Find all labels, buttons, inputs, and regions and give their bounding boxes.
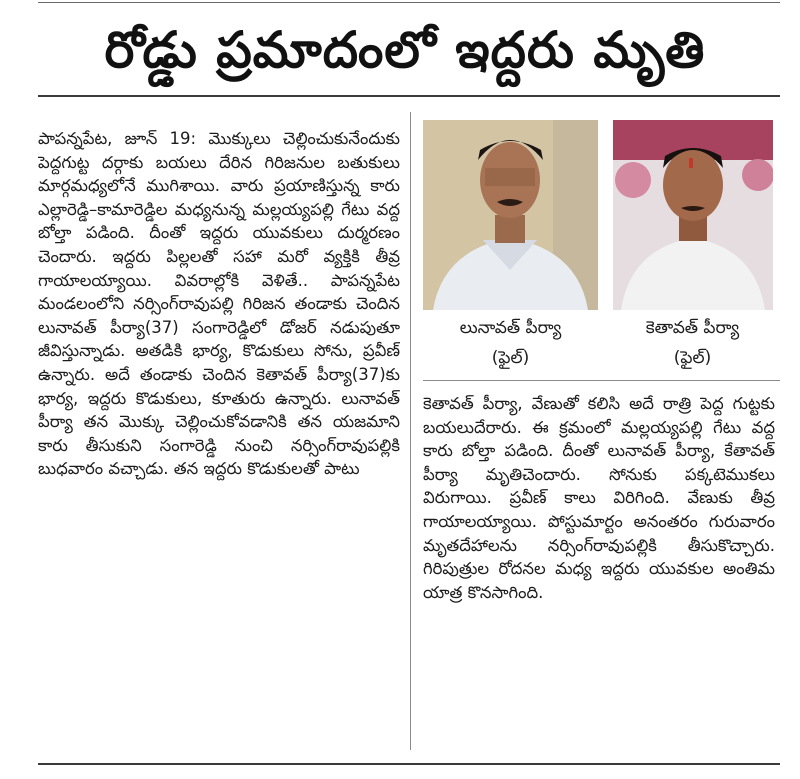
caption-divider	[423, 380, 780, 381]
photo-caption-2	[610, 313, 775, 373]
article-text-2: కెతావత్ పీర్యా, వేణుతో కలిసి అదే రాత్రి పెద్ద గుట్టకు బయలుదేరారు. ఈ క్రమంలో మల్లయ్యపల్లి గేటు వద్ద కారు బోల్తా పడింది. దీంతో లునావత్ పీర్యా, కేతావత్ పీర్యా మృతిచెందారు. సోనుకు పక్కటెముకలు విరుగాయి. ప్రవీణ్ కాలు విరిగింది. వేణుకు తీవ్ర గాయాలయ్యాయి. పోస్టుమార్టం అనంతరం గురువారం మృతదేహాలను నర్సింగ్‌రావుపల్లికి తీసుకొచ్చారు. గిరిపుత్రుల రోదనల మధ్య ఇద్దరు యువకుల అంతిమ యాత్ర కొనసాగింది.	[423, 394, 775, 602]
caption-name: కెతావత్ పీర్యా	[645, 318, 740, 338]
caption-note: (ఫైల్)	[491, 348, 530, 368]
bottom-rule	[38, 763, 780, 765]
caption-name: లునావత్ పీర్యా	[459, 318, 562, 338]
headline-rule	[38, 95, 780, 97]
article-column-1	[38, 127, 400, 752]
headline: రోడ్డు ప్రమాదంలో ఇద్దరు మృతి	[104, 21, 706, 79]
photo-caption-1	[423, 313, 598, 373]
photo-lunavath-pirya	[423, 120, 598, 310]
caption-note: (ఫైల్)	[673, 348, 712, 368]
article-column-2	[423, 392, 775, 752]
photo-kethavath-pirya	[613, 120, 773, 310]
column-divider	[410, 112, 411, 750]
article-text-1: పాపన్నపేట, జూన్ 19: మొక్కులు చెల్లించుకునేందుకు పెద్దగుట్ట దర్గాకు బయలు దేరిన గిరిజనుల బతుకులు మార్గమధ్యలోనే ముగిశాయి. వారు ప్రయాణిస్తున్న కారు ఎల్లారెడ్డి–కామారెడ్డిల మధ్యనున్న మల్లయ్యపల్లి గేటు వద్ద బోల్తా పడింది. దీంతో ఇద్దరు యువకులు దుర్మరణం చెందారు. ఇద్దరు పిల్లలతో సహా మరో వ్యక్తికి తీవ్ర గాయాలయ్యాయి. వివరాల్లోకి వెళితే.. పాపన్నపేట మండలంలోని నర్సింగ్‌రావుపల్లి గిరిజన తండాకు చెందిన లునావత్ పీర్యా(37) సంగారెడ్డిలో డోజర్ నడుపుతూ జీవిస్తున్నాడు. అతడికి భార్య, కొడుకులు సోను, ప్రవీణ్ ఉన్నారు. అదే తండాకు చెందిన కెతావత్ పీర్యా(37)కు భార్య, ఇద్దరు కొడుకులు, కూతురు ఉన్నారు. లునావత్ పీర్యా తన మొక్కు చెల్లించుకోవడానికి తన యజమాని కారు తీసుకుని సంగారెడ్డి నుంచి నర్సింగ్‌రావుపల్లికి బుధవారం వచ్చాడు. తన ఇద్దరు కొడుకులతో పాటు	[38, 129, 400, 479]
top-rule	[38, 2, 780, 3]
